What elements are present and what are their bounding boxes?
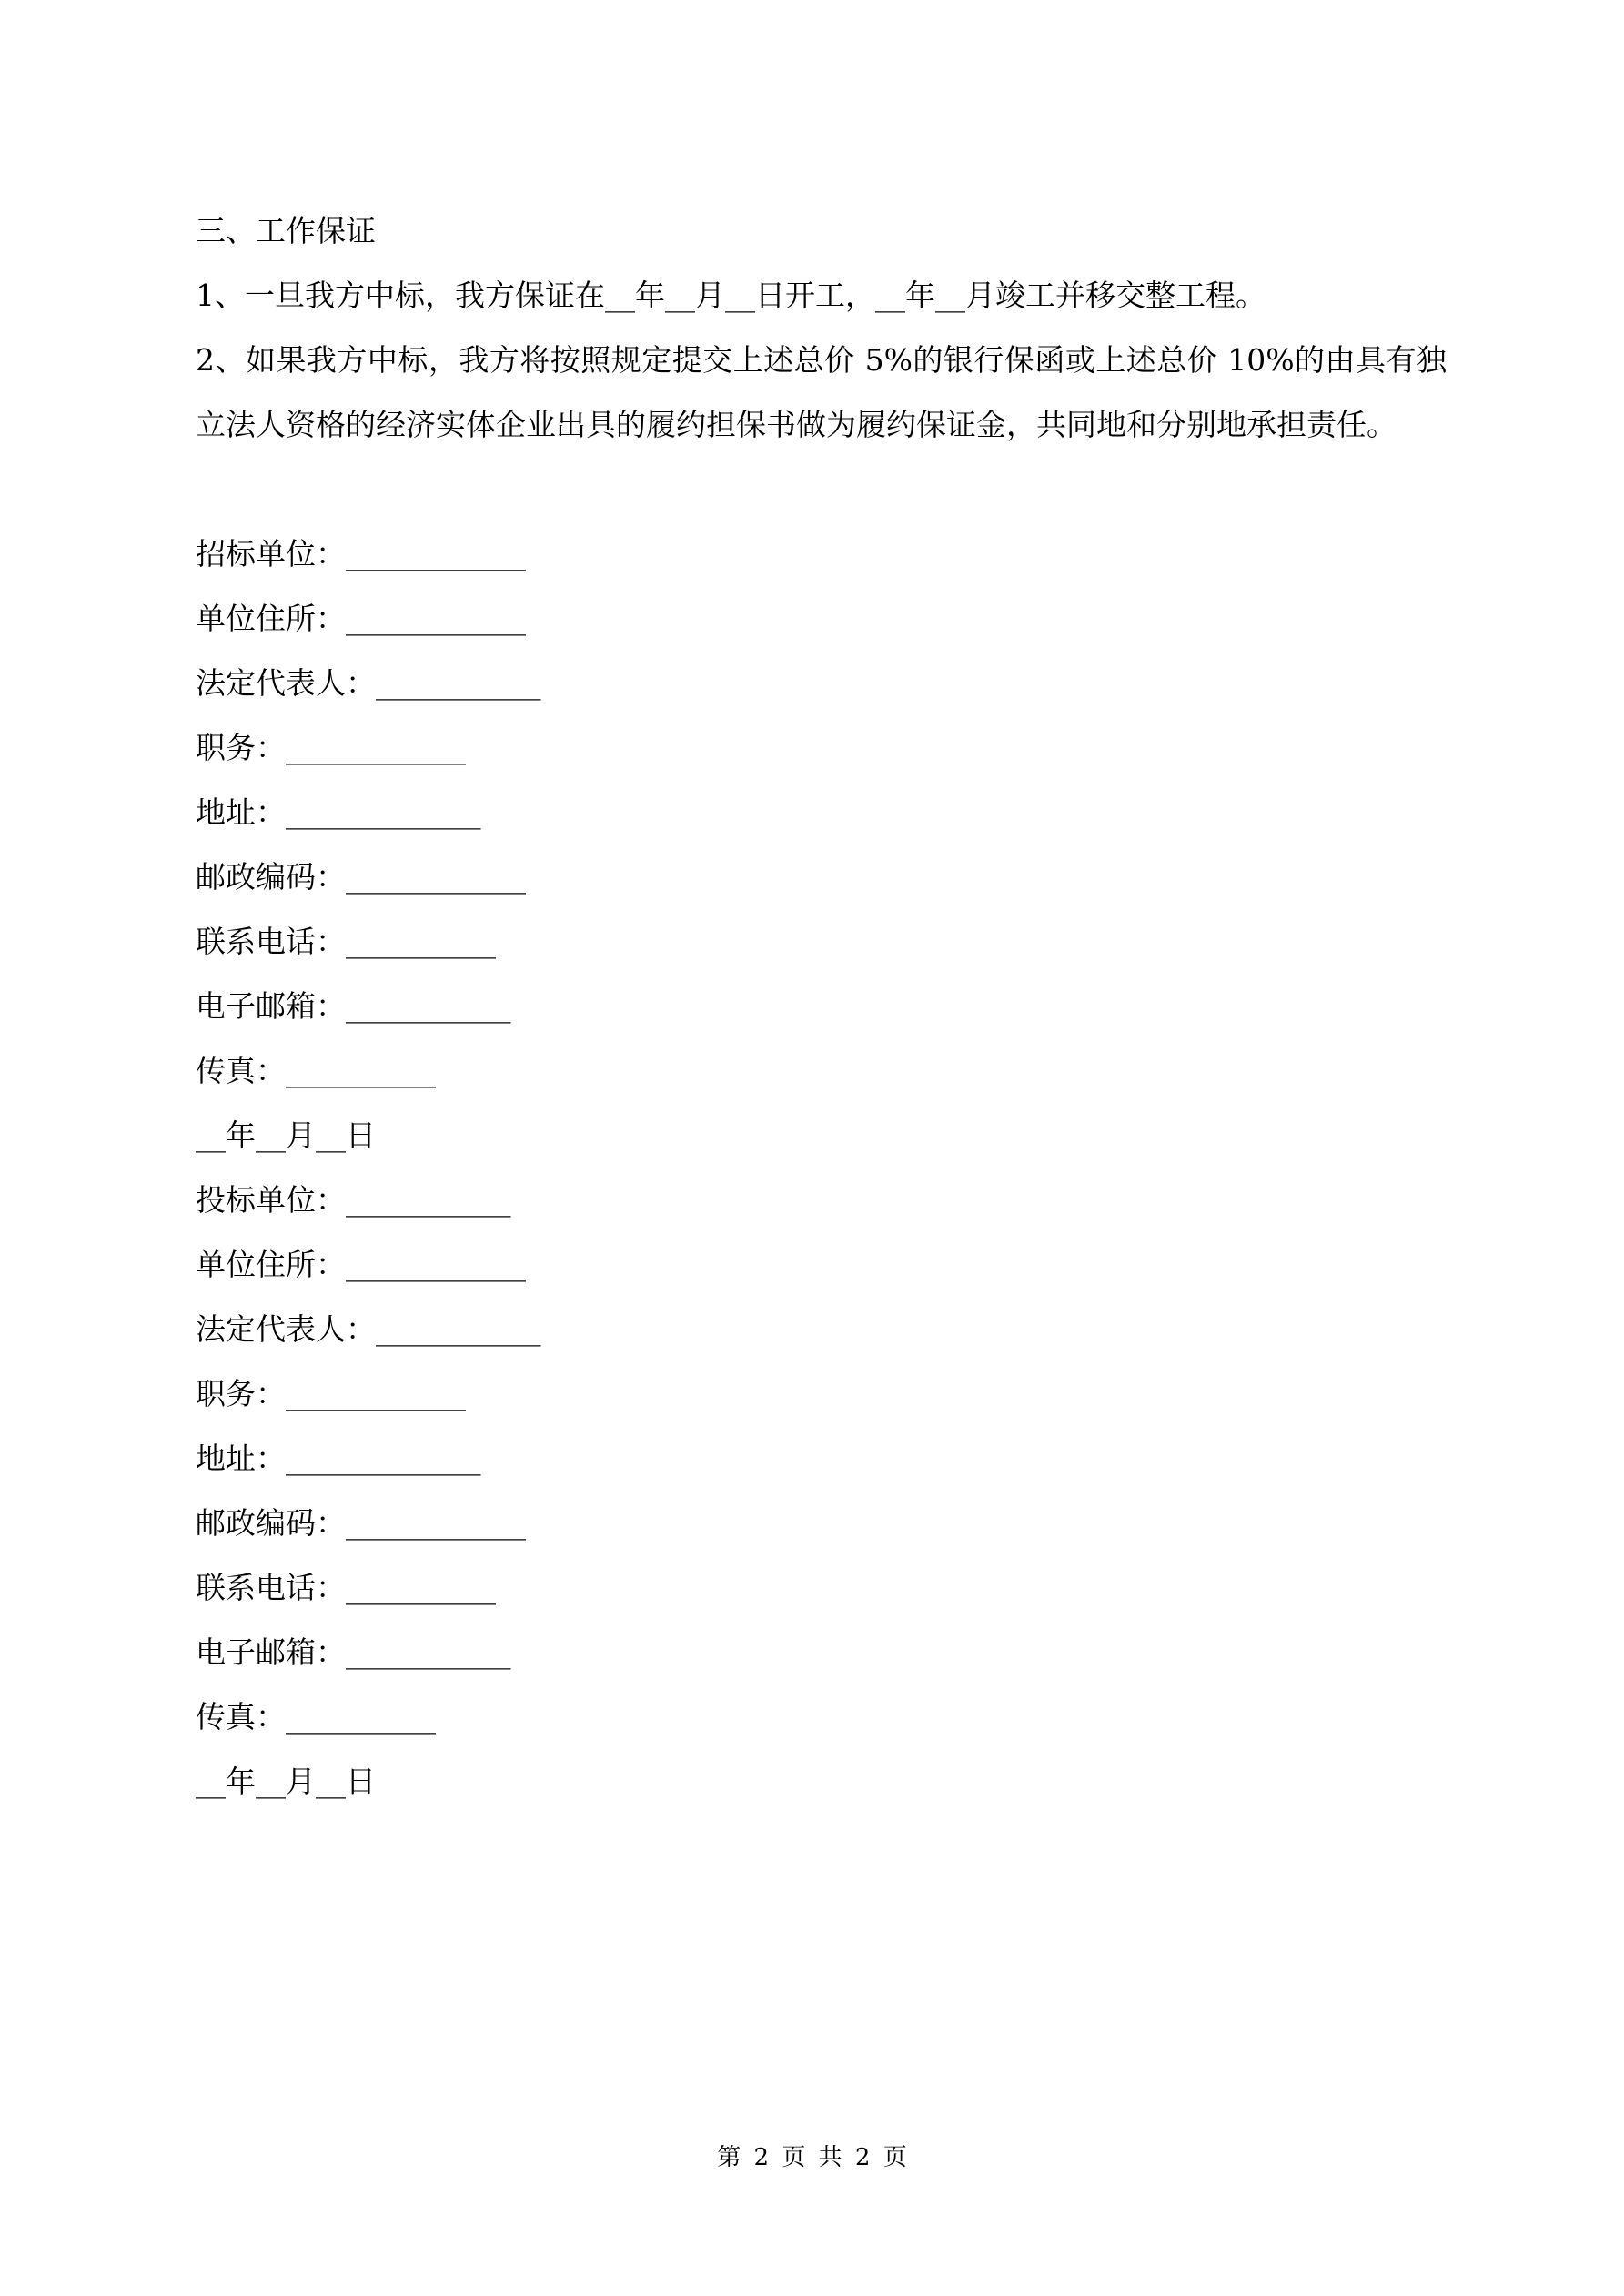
tender-phone-field: 联系电话：__________: [196, 924, 496, 959]
bidder-position-field: 职务：____________: [196, 1376, 466, 1411]
bidder-legal-rep-field: 法定代表人：___________: [196, 1311, 541, 1347]
bidder-address-field: 单位住所：____________: [196, 1247, 526, 1282]
tender-position-field: 职务：____________: [196, 730, 466, 765]
tender-signature-block: [196, 521, 1447, 1168]
bidder-location-field: 地址：_____________: [196, 1441, 481, 1476]
page-footer: 第 2 页 共 2 页: [717, 2144, 907, 2171]
bidder-email-field: 电子邮箱：___________: [196, 1634, 511, 1670]
tender-email-field: 电子邮箱：___________: [196, 988, 511, 1024]
tender-postcode-field: 邮政编码：____________: [196, 859, 526, 895]
document-body: [196, 198, 1447, 1814]
bidder-signature-block: [196, 1168, 1447, 1814]
clause-1: 1、一旦我方中标，我方保证在__年__月__日开工，__年__月竣工并移交整工程。: [196, 278, 1266, 313]
bidder-unit-field: 投标单位：___________: [196, 1182, 511, 1218]
tender-legal-rep-field: 法定代表人：___________: [196, 665, 541, 701]
tender-unit-field: 招标单位：____________: [196, 536, 526, 571]
spacer: [196, 457, 1447, 521]
bidder-phone-field: 联系电话：__________: [196, 1570, 496, 1605]
bidder-fax-field: 传真：__________: [196, 1699, 436, 1735]
tender-location-field: 地址：_____________: [196, 794, 481, 830]
clause-2: 2、如果我方中标，我方将按照规定提交上述总价 5%的银行保函或上述总价 10%的由具有独立法人资格的经济实体企业出具的履约担保书做为履约保证金，共同地和分别地承担责任。: [196, 342, 1447, 442]
tender-address-field: 单位住所：____________: [196, 601, 526, 636]
bidder-postcode-field: 邮政编码：____________: [196, 1505, 526, 1541]
section-title: 三、工作保证: [196, 213, 376, 248]
tender-fax-field: 传真：__________: [196, 1053, 436, 1088]
tender-date-field: __年__月__日: [196, 1118, 376, 1153]
bidder-date-field: __年__月__日: [196, 1764, 376, 1799]
